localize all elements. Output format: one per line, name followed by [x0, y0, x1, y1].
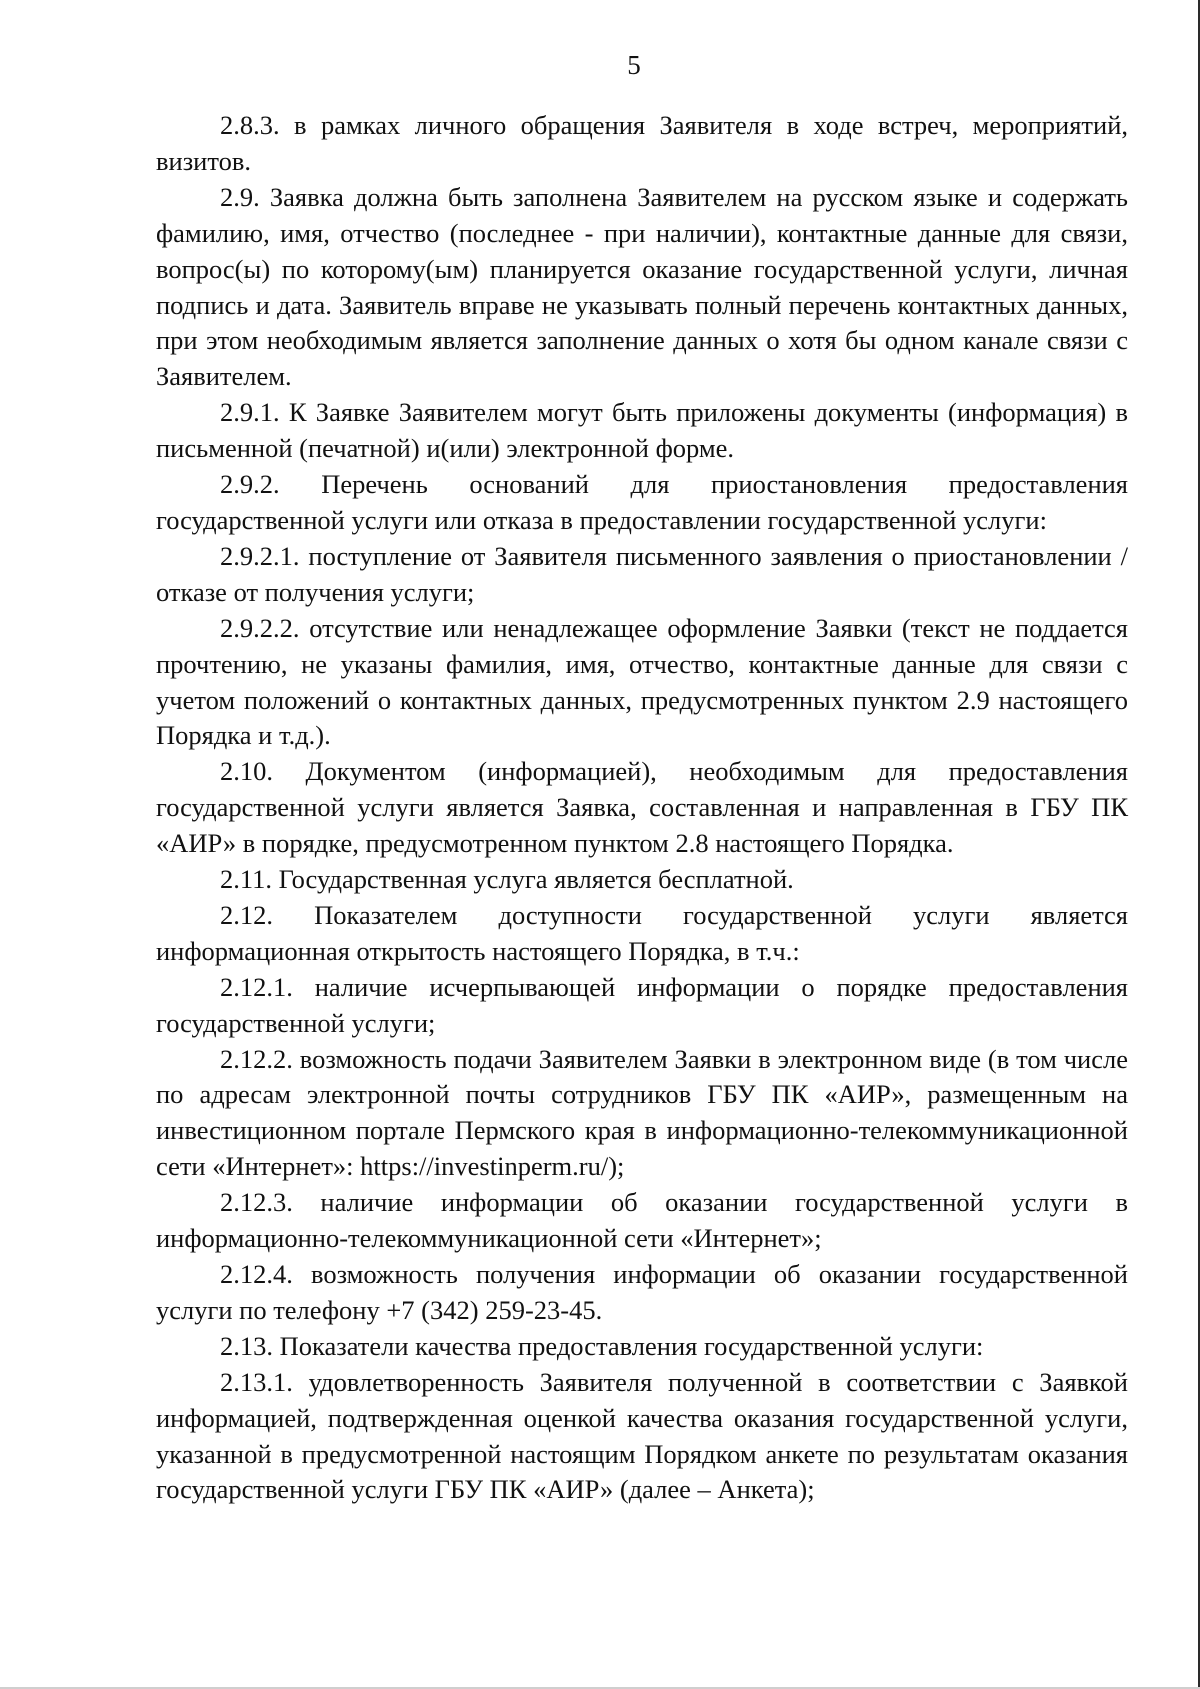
- paragraph-2-9: 2.9. Заявка должна быть заполнена Заявителем на русском языке и содержать фамилию, имя, отчество (последнее - при наличии), контактные данные для связи, вопрос(ы) по которому(ым) планируется оказание государственной услуги, личная подпись и дата. Заявитель вправе не указывать полный перечень контактных данных, при этом необходимым является заполнение данных о хотя бы одном канале связи с Заявителем.: [156, 181, 1128, 392]
- document-body: [156, 108, 1128, 1508]
- page-number: 5: [627, 50, 641, 80]
- paragraph-2-9-2-2: 2.9.2.2. отсутствие или ненадлежащее оформление Заявки (текст не поддается прочтению, не указаны фамилия, имя, отчество, контактные данные для связи с учетом положений о контактных данных, предусмотренных пунктом 2.9 настоящего Порядка и т.д.).: [156, 612, 1128, 751]
- paragraph-2-12-4: 2.12.4. возможность получения информации об оказании государственной услуги по телефону +7 (342) 259-23-45.: [156, 1259, 1128, 1325]
- paragraph-2-13-1: 2.13.1. удовлетворенность Заявителя полученной в соответствии с Заявкой информацией, подтвержденная оценкой качества оказания государственной услуги, указанной в предусмотренной настоящим Порядком анкете по результатам оказания государственной услуги ГБУ ПК «АИР» (далее – Анкета);: [156, 1366, 1128, 1505]
- paragraph-2-9-2-1: 2.9.2.1. поступление от Заявителя письменного заявления о приостановлении / отказе от получения услуги;: [156, 540, 1128, 607]
- paragraph-2-10: 2.10. Документом (информацией), необходимым для предоставления государственной услуги является Заявка, составленная и направленная в ГБУ ПК «АИР» в порядке, предусмотренном пунктом 2.8 настоящего Порядка.: [156, 756, 1128, 859]
- paragraph-2-13: 2.13. Показатели качества предоставления государственной услуги:: [220, 1330, 984, 1361]
- paragraph-2-8-3: 2.8.3. в рамках личного обращения Заявителя в ходе встреч, мероприятий, визитов.: [156, 110, 1128, 176]
- paragraph-2-9-2: 2.9.2. Перечень оснований для приостановления предоставления государственной услуги или отказа в предоставлении государственной услуги:: [156, 469, 1128, 535]
- paragraph-2-11: 2.11. Государственная услуга является бесплатной.: [220, 864, 794, 895]
- paragraph-2-12: 2.12. Показателем доступности государственной услуги является информационная открытость настоящего Порядка, в т.ч.:: [156, 899, 1128, 966]
- paragraph-2-12-3: 2.12.3. наличие информации об оказании государственной услуги в информационно-телекоммуникационной сети «Интернет»;: [156, 1187, 1128, 1254]
- paragraph-2-12-2: 2.12.2. возможность подачи Заявителем Заявки в электронном виде (в том числе по адресам электронной почты сотрудников ГБУ ПК «АИР», размещенным на инвестиционном портале Пермского края в информационно-телекоммуникационной сети «Интернет»: https://investinperm.ru/);: [156, 1043, 1128, 1182]
- paragraph-2-9-1: 2.9.1. К Заявке Заявителем могут быть приложены документы (информация) в письменной (печатной) и(или) электронной форме.: [156, 397, 1128, 464]
- paragraph-2-12-1: 2.12.1. наличие исчерпывающей информации о порядке предоставления государственной услуги;: [156, 971, 1128, 1038]
